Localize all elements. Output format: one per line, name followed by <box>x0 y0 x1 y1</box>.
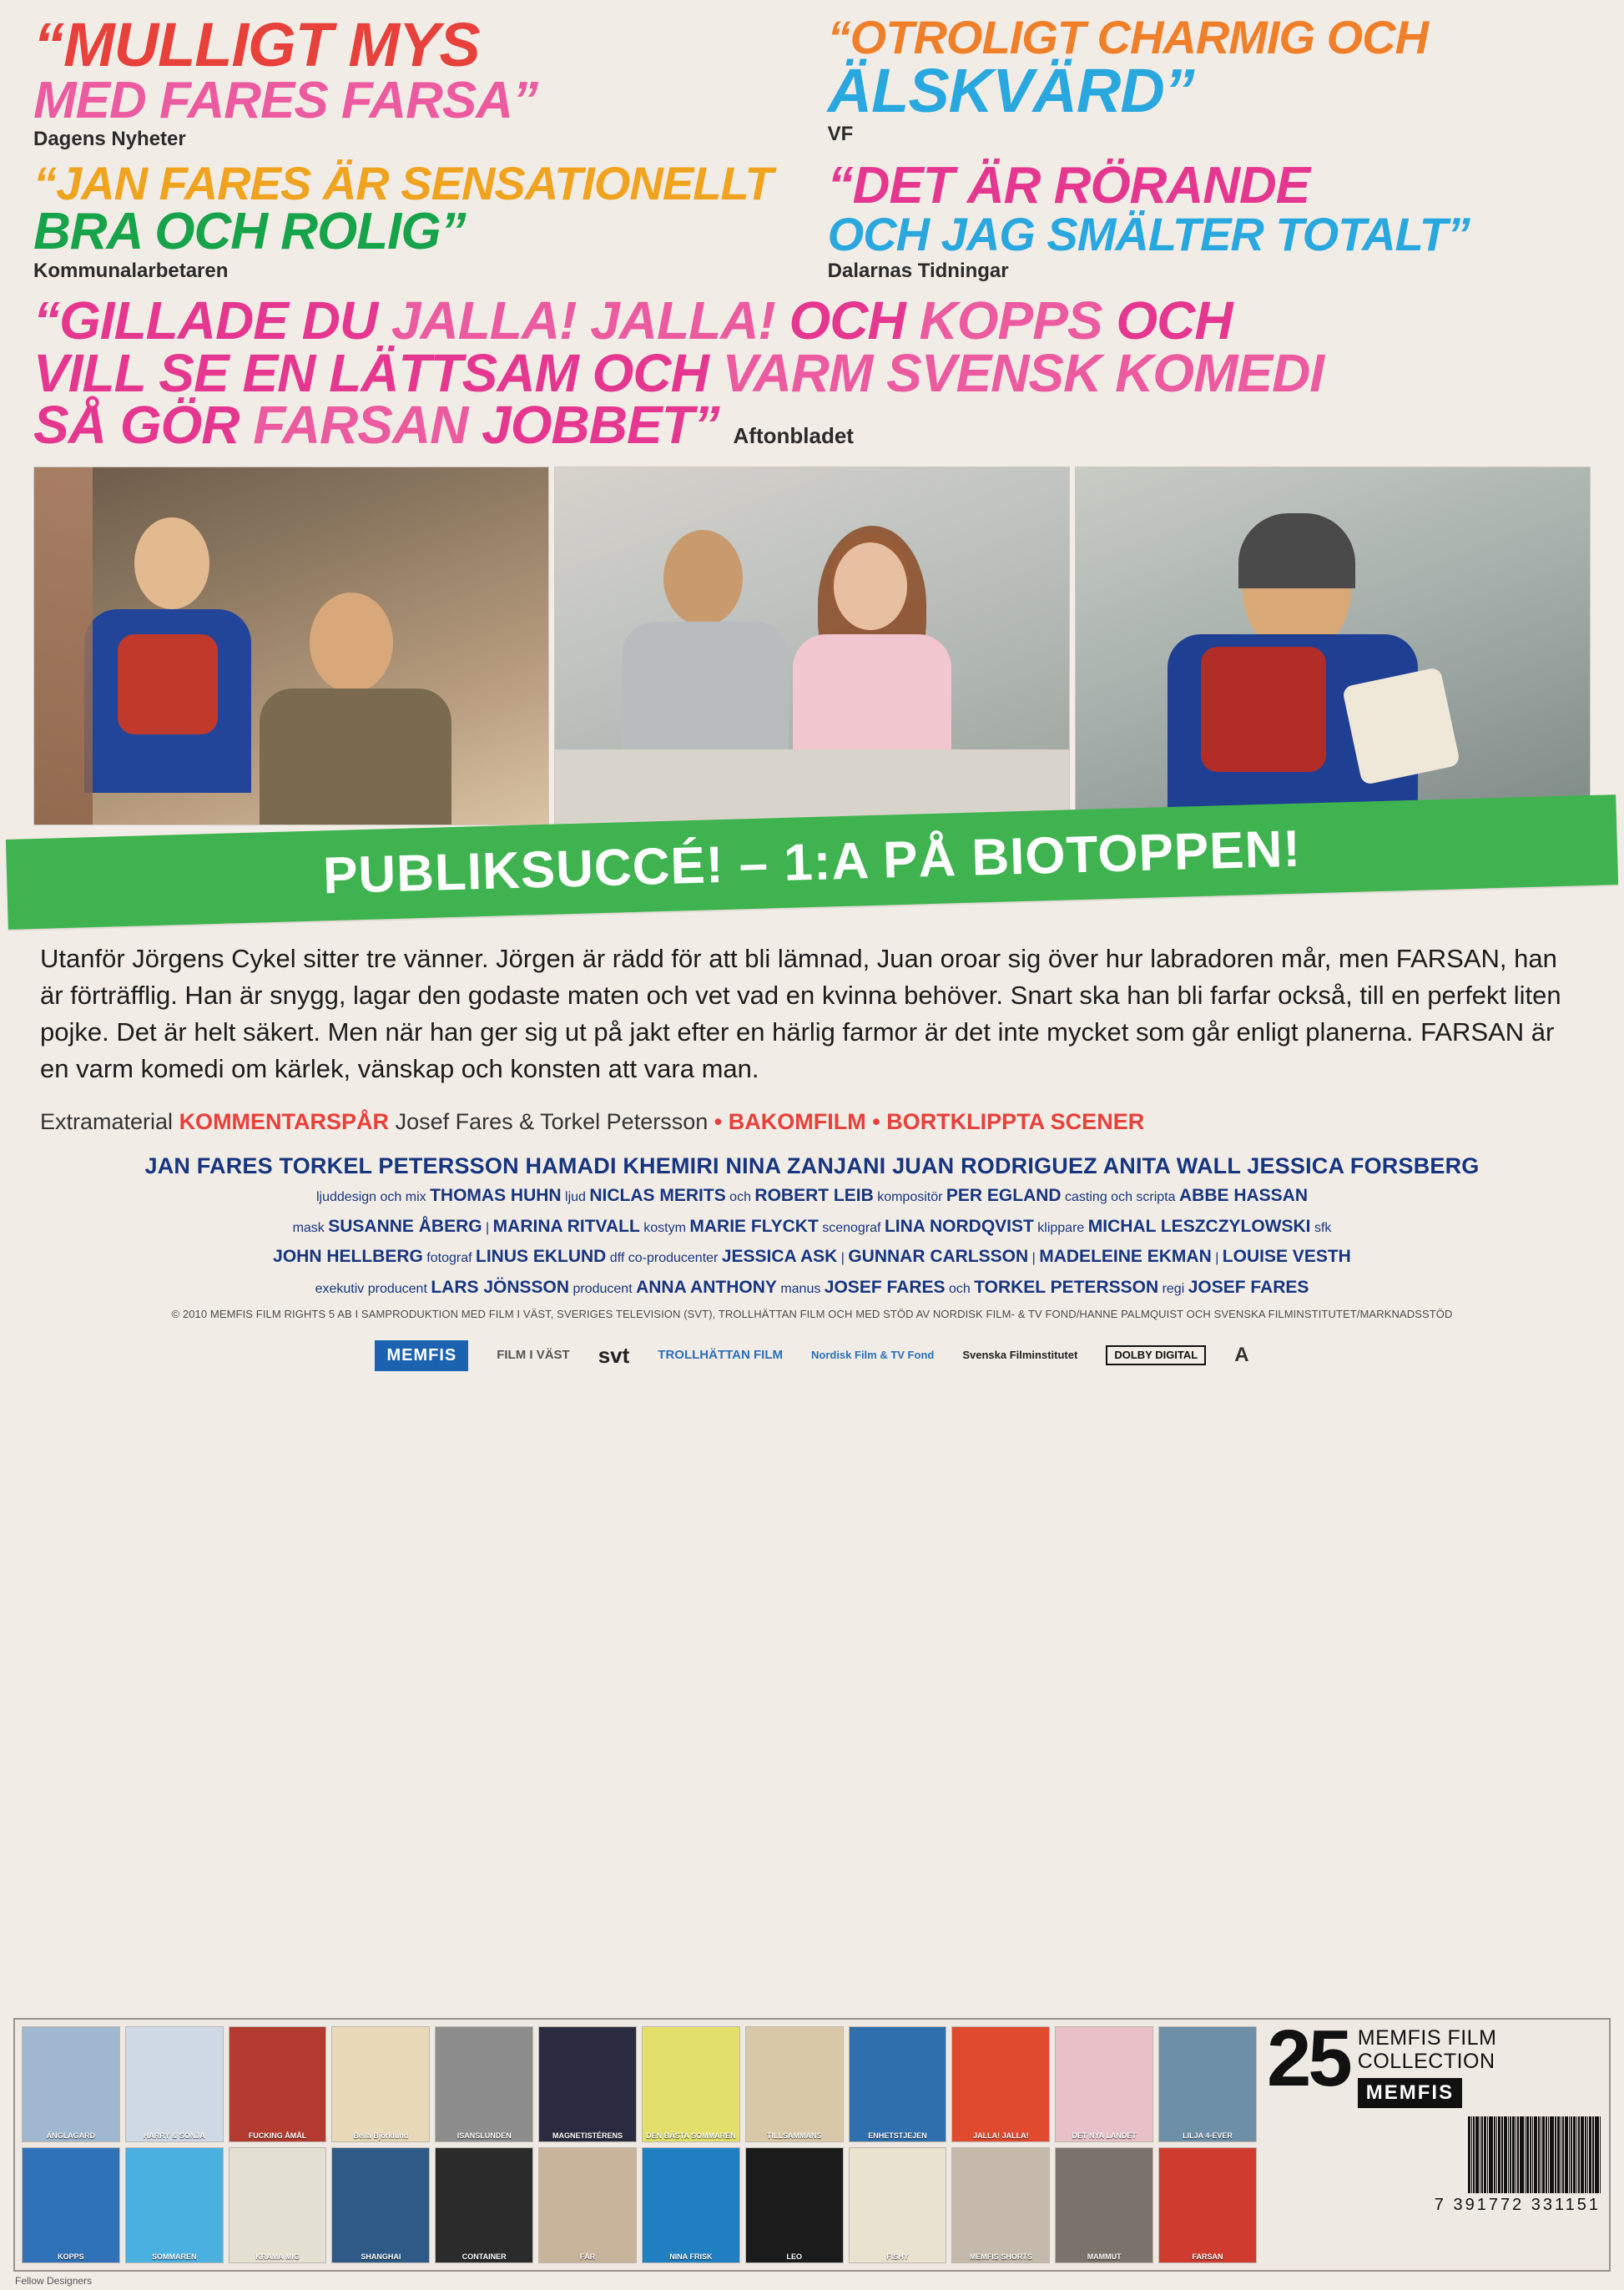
crew-name: JOSEF FARES <box>1188 1277 1309 1297</box>
crew-name: LARS JÖNSSON <box>431 1277 570 1297</box>
crew-name: THOMAS HUHN <box>430 1186 562 1206</box>
poster-thumb <box>1158 2147 1257 2263</box>
crew-name: ROBERT LEIB <box>754 1186 874 1206</box>
crew-role: dff co-producenter <box>606 1251 722 1266</box>
poster-thumb <box>951 2147 1050 2263</box>
poster-thumb <box>849 2147 947 2263</box>
collection-number: 25 <box>1267 2014 1349 2103</box>
crew-name: JOSEF FARES <box>824 1277 946 1297</box>
quote-segment: “GILLADE DU <box>33 290 391 351</box>
barcode-number: 7 391772 331151 <box>1434 2196 1601 2214</box>
crew-role: manus <box>776 1281 825 1296</box>
poster-thumb <box>849 2026 947 2142</box>
photo-man-eating-kebab <box>1075 467 1591 825</box>
cast-list: JAN FARES TORKEL PETERSSON HAMADI KHEMIRI NINA ZANJANI JUAN RODRIGUEZ ANITA WALL JESSICA FORSBERG <box>144 1153 1480 1179</box>
poster-title: FARSAN <box>1192 2252 1223 2261</box>
banner-wrap <box>0 792 1624 934</box>
poster-thumb <box>22 2026 120 2142</box>
biografbyran-logo: A <box>1234 1344 1249 1367</box>
svt-logo: svt <box>598 1342 630 1368</box>
crew-name: ANNA ANTHONY <box>636 1277 777 1297</box>
quote-segment: SÅ GÖR <box>33 395 254 456</box>
poster-grid-row <box>22 2026 1257 2142</box>
quote-source: Aftonbladet <box>733 423 854 449</box>
poster-title: Bella Björklund <box>353 2131 409 2140</box>
poster-title: SOMMAREN <box>151 2252 197 2261</box>
poster-title: LEO <box>786 2252 802 2261</box>
memfis-badge: MEMFIS <box>1358 2078 1462 2108</box>
poster-thumb <box>538 2147 637 2263</box>
poster-thumb <box>229 2147 327 2263</box>
quote-line: “MULLIGT MYS <box>33 10 480 79</box>
quote-line: “JAN FARES ÄR SENSATIONELLT <box>33 157 773 210</box>
crew-name: MICHAL LESZCZYLOWSKI <box>1087 1216 1311 1236</box>
poster-thumb <box>331 2026 430 2142</box>
banner-text: PUBLIKSUCCÉ! – 1:A PÅ BIOTOPPEN! <box>322 820 1302 905</box>
quote-segment: FARSAN <box>253 395 482 456</box>
quote-line: “DET ÄR RÖRANDE <box>827 157 1310 215</box>
extra-material-label: Extramaterial <box>40 1109 174 1135</box>
poster-grid-row <box>22 2147 1257 2263</box>
poster-title: CONTAINER <box>461 2252 507 2261</box>
crew-line-3 <box>40 1243 1584 1271</box>
poster-title: FUCKING ÅMÅL <box>248 2131 307 2140</box>
crew-role: fotograf <box>422 1251 477 1266</box>
crew-role: exekutiv producent <box>315 1281 431 1296</box>
logo-row <box>0 1332 1624 1379</box>
collection-title-line1: MEMFIS FILM <box>1357 2026 1497 2050</box>
quote-line: ÄLSKVÄRD” <box>827 55 1194 125</box>
quote-segment: KOPPS <box>919 290 1117 351</box>
crew-role: mask <box>292 1220 329 1235</box>
crew-role: scenograf <box>818 1220 885 1235</box>
crew-line-4 <box>40 1274 1584 1302</box>
quote-block-1 <box>33 10 796 151</box>
poster-title: FÅR <box>579 2252 596 2261</box>
crew-role: klippare <box>1033 1220 1088 1235</box>
filmvast-logo: FILM I VÄST <box>497 1348 570 1363</box>
nordisk-film-tv-fond-logo: Nordisk Film & TV Fond <box>810 1349 935 1362</box>
poster-thumb <box>745 2147 844 2263</box>
copyright-line: © 2010 MEMFIS FILM RIGHTS 5 AB I SAMPRODUKTION MED FILM I VÄST, SVERIGES TELEVISION (SVT), TROLLHÄTTAN FILM OCH MED STÖD AV NORDISK FILM- & TV FOND/HANNE PALMQUIST OCH SVENSKA FILMINSTITUTET/MARKNADSSTÖD <box>171 1308 1453 1321</box>
poster-title: FISHY <box>886 2252 909 2261</box>
quote-segment: JALLA! JALLA! <box>391 290 789 351</box>
quote-segment: OCH <box>1116 290 1233 351</box>
photo-couple-at-table <box>554 467 1070 825</box>
crew-sep: | <box>482 1220 493 1235</box>
crew-name: JESSICA ASK <box>721 1247 838 1267</box>
poster-title: MAMMUT <box>1087 2252 1122 2261</box>
quote-segment: OCH <box>789 290 920 351</box>
crew-name: SUSANNE ÅBERG <box>328 1216 482 1236</box>
collection-title-line2: COLLECTION <box>1357 2050 1495 2073</box>
crew-sep: | <box>1028 1251 1040 1266</box>
poster-title: LILJA 4-EVER <box>1183 2131 1233 2140</box>
quote-source: Dalarnas Tidningar <box>827 259 1009 282</box>
quote-segment: VILL SE EN LÄTTSAM OCH <box>33 342 723 403</box>
crew-role: och <box>725 1190 755 1205</box>
crew-name: JOHN HELLBERG <box>273 1247 423 1267</box>
barcode-bars <box>1468 2116 1601 2193</box>
quote-block-aftonbladet <box>33 290 1591 456</box>
extra-material-item: Josef Fares & Torkel Petersson <box>395 1109 709 1135</box>
quote-source: Dagens Nyheter <box>33 128 186 151</box>
poster-thumb <box>1158 2026 1257 2142</box>
crew-name: LOUISE VESTH <box>1222 1247 1351 1267</box>
collection-info <box>1263 2014 1609 2270</box>
crew-name: PER EGLAND <box>946 1186 1062 1206</box>
poster-thumb <box>642 2147 740 2263</box>
poster-title: DET NYA LANDET <box>1072 2131 1137 2140</box>
quote-line: MED FARES FARSA” <box>33 71 538 129</box>
photo-workshop-two-men <box>33 467 549 825</box>
poster-title: ÄNGLAGARD <box>46 2131 96 2140</box>
crew-role: casting och scripta <box>1061 1190 1179 1205</box>
poster-title: JALLA! JALLA! <box>973 2131 1029 2140</box>
poster-thumb <box>745 2026 844 2142</box>
poster-thumb <box>229 2026 327 2142</box>
quote-block-2 <box>827 11 1591 146</box>
crew-sep: | <box>837 1251 849 1266</box>
poster-thumb <box>435 2026 533 2142</box>
crew-name: LINA NORDQVIST <box>884 1216 1034 1236</box>
quote-source: Kommunalarbetaren <box>33 259 229 282</box>
publiksucce-banner <box>6 794 1618 930</box>
credits-block <box>40 1153 1584 1320</box>
trollhattan-film-logo: TROLLHÄTTAN FILM <box>658 1348 783 1363</box>
svenska-filminstitutet-logo: Svenska Filminstitutet <box>962 1349 1078 1362</box>
synopsis-text: Utanför Jörgens Cykel sitter tre vänner. Jörgen är rädd för att bli lämnad, Juan oroar sig över hur labradoren mår, men FARSAN, han är förträfflig. Han är snygg, lagar den godaste maten och vet vad en kvinna behöver. Snart ska han bli farfar också, till en perfekt liten pojke. Det är helt säkert. Men när han ger sig ut på jakt efter en härlig farmor är det inte mycket som går enligt planerna. FARSAN är en varm komedi om kärlek, vänskap och konsten att vara man. <box>40 944 1561 1084</box>
extra-material-line <box>40 1109 1584 1135</box>
quote-line: BRA OCH ROLIG” <box>33 203 466 261</box>
extra-material-item: KOMMENTARSPÅR <box>179 1109 390 1135</box>
poster-title: ISANSLUNDEN <box>456 2131 512 2140</box>
poster-title: MEMFIS SHORTS <box>969 2252 1032 2261</box>
memfis-collection-panel <box>13 2014 1611 2272</box>
crew-role: ljuddesign och mix <box>316 1190 431 1205</box>
crew-name: ABBE HASSAN <box>1178 1186 1308 1206</box>
crew-name: LINUS EKLUND <box>476 1247 607 1267</box>
poster-title: TILLSAMMANS <box>766 2131 822 2140</box>
poster-grid <box>15 2020 1263 2270</box>
crew-name: NICLAS MERITS <box>589 1186 726 1206</box>
quote-line: OCH JAG SMÄLTER TOTALT” <box>827 208 1470 261</box>
extra-material-item: BORTKLIPPTA SCENER <box>886 1109 1145 1135</box>
poster-thumb <box>435 2147 533 2263</box>
crew-role: ljud <box>561 1190 590 1205</box>
press-quotes-section <box>0 0 1624 456</box>
crew-role: sfk <box>1310 1220 1332 1235</box>
poster-thumb <box>125 2026 224 2142</box>
poster-thumb <box>22 2147 120 2263</box>
crew-name: MADELEINE EKMAN <box>1039 1247 1212 1267</box>
barcode <box>1267 2116 1601 2215</box>
quote-line: “OTROLIGT CHARMIG OCH <box>827 11 1429 63</box>
crew-role: och <box>945 1281 975 1296</box>
poster-title: KRAMA MIG <box>255 2252 300 2261</box>
crew-name: TORKEL PETERSSON <box>974 1277 1159 1297</box>
designer-credit: Fellow Designers <box>15 2275 93 2287</box>
extra-material-bullet: • <box>714 1109 723 1135</box>
poster-title: NINA FRISK <box>669 2252 713 2261</box>
memfis-logo: MEMFIS <box>375 1340 468 1371</box>
crew-sep: | <box>1211 1251 1223 1266</box>
poster-thumb <box>125 2147 224 2263</box>
poster-thumb <box>331 2147 430 2263</box>
quote-source: VF <box>827 123 854 146</box>
poster-thumb <box>1055 2147 1153 2263</box>
poster-thumb <box>951 2026 1050 2142</box>
crew-name: MARINA RITVALL <box>492 1216 640 1236</box>
crew-role: regi <box>1158 1281 1188 1296</box>
poster-title: ENHETSTJEJEN <box>868 2131 927 2140</box>
crew-name: MARIE FLYCKT <box>689 1216 819 1236</box>
poster-title: KOPPS <box>58 2252 84 2261</box>
photo-strip <box>33 467 1591 825</box>
poster-title: MAGNETISTÉRENS <box>552 2131 623 2140</box>
crew-role: kompositör <box>873 1190 946 1205</box>
crew-line-2 <box>40 1213 1584 1241</box>
quote-block-4 <box>827 157 1591 283</box>
quote-block-3 <box>33 157 796 283</box>
crew-role: kostym <box>639 1220 690 1235</box>
crew-line-1 <box>40 1183 1584 1210</box>
poster-title: HARRY & SONJA <box>143 2131 205 2140</box>
poster-title: DEN BÄSTA SOMMAREN <box>646 2131 736 2140</box>
poster-thumb <box>1055 2026 1153 2142</box>
extra-material-bullet: • <box>872 1109 880 1135</box>
poster-title: SHANGHAI <box>361 2252 401 2261</box>
extra-material-item: BAKOMFILM <box>728 1109 866 1135</box>
crew-name: GUNNAR CARLSSON <box>848 1247 1029 1267</box>
quote-segment: VARM SVENSK KOMEDI <box>722 342 1324 403</box>
dolby-digital-logo: DOLBY DIGITAL <box>1106 1345 1206 1365</box>
crew-role: producent <box>569 1281 637 1296</box>
poster-thumb <box>642 2026 740 2142</box>
quote-segment: JOBBET” <box>482 395 719 456</box>
poster-thumb <box>538 2026 637 2142</box>
